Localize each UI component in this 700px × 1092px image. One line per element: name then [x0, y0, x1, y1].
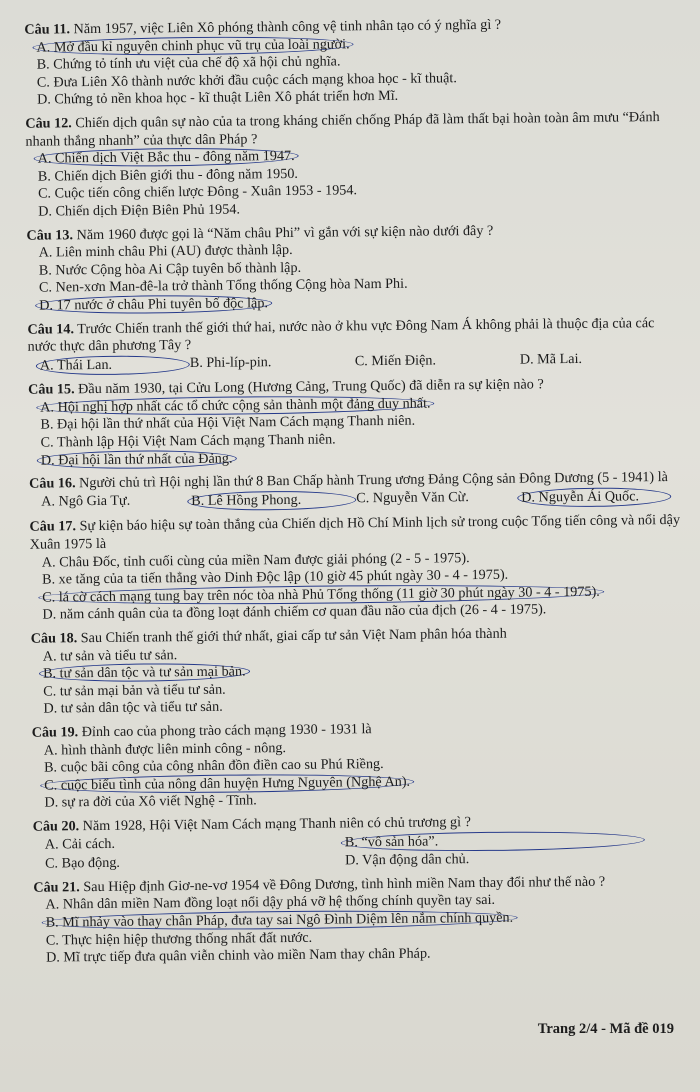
- option-a: [40, 355, 190, 376]
- option-b: B. cuộc bãi công của công nhân đồn điền cao su Phú Riềng.: [43, 756, 384, 776]
- handwritten-circle-mark: C. cuộc biểu tình của nông dân huyện Hưng Nguyên (Nghệ An).: [40, 772, 414, 794]
- question-number: Câu 12.: [25, 115, 72, 132]
- question-17: [29, 512, 684, 624]
- question-number: Câu 14.: [27, 320, 75, 338]
- question-18: [31, 624, 686, 719]
- option-c: C. Thành lập Hội Việt Nam Cách mạng Thanh niên.: [40, 431, 336, 451]
- option-b: [191, 490, 356, 511]
- handwritten-circle-mark: A. Mở đầu kỉ nguyên chinh phục vũ trụ của loài người.: [32, 35, 353, 56]
- handwritten-circle-mark: A. Thái Lan.: [36, 355, 190, 376]
- option-a: A. Cải cách.: [44, 835, 116, 853]
- option-b: B. Phi-líp-pin.: [189, 353, 272, 371]
- question-number: Câu 17.: [29, 518, 77, 536]
- option-c: C. Nen-xơn Man-đê-la trở thành Tổng thống Cộng hòa Nam Phi.: [38, 276, 408, 296]
- option-d: D. Chứng tỏ nền khoa học - kĩ thuật Liên Xô phát triển hơn Mĩ.: [36, 88, 399, 108]
- option-a: A. Liên minh châu Phi (AU) được thành lập.: [38, 242, 293, 261]
- question-number: Câu 18.: [30, 630, 78, 647]
- question-text: Đỉnh cao của phong trào cách mạng 1930 - 1931 là: [81, 721, 372, 741]
- option-b: B. Chứng tỏ tính ưu việt của chế độ xã hội chủ nghĩa.: [36, 53, 341, 73]
- handwritten-circle-mark: A. Hội nghị hợp nhất các tổ chức cộng sản thành một đảng duy nhất.: [36, 394, 434, 416]
- question-text: Năm 1928, Hội Việt Nam Cách mạng Thanh niên có chủ trương gì ?: [82, 814, 471, 835]
- handwritten-circle-mark: C. lá cờ cách mạng tung bay trên nóc tòa nhà Phủ Tổng thống (11 giờ 30 phút ngày 30 - 4 - 1975).: [38, 583, 604, 607]
- question-21: [33, 873, 688, 968]
- option-c: C. Bạo động.: [44, 854, 121, 872]
- handwritten-circle-mark: D. 17 nước ở châu Phi tuyên bố độc lập.: [35, 294, 272, 314]
- question-text: Năm 1960 được gọi là “Năm châu Phi” vì gắn với sự kiện nào dưới đây ?: [76, 222, 494, 243]
- question-11: [24, 15, 679, 110]
- question-20: [33, 812, 688, 874]
- option-b: B. Nước Cộng hòa Ai Cập tuyên bố thành lập.: [38, 259, 302, 279]
- question-number: Câu 16.: [28, 475, 76, 492]
- question-text: Năm 1957, việc Liên Xô phóng thành công vệ tinh nhân tạo có ý nghĩa gì ?: [73, 16, 502, 38]
- option-d: D. Mĩ trực tiếp đưa quân viễn chinh vào miền Nam thay chân Pháp.: [45, 945, 431, 966]
- handwritten-circle-mark: B. Mĩ nhảy vào thay chân Pháp, đưa tay sai Ngô Đình Diệm lên nắm chính quyền.: [42, 909, 518, 932]
- handwritten-circle-mark: B. tư sản dân tộc và tư sản mại bản.: [39, 663, 250, 683]
- option-d: D. năm cánh quân của ta đồng loạt đánh chiếm cơ quan đầu não của địch (26 - 4 - 1975).: [42, 601, 547, 623]
- question-text: Người chủ trì Hội nghị lần thứ 8 Ban Chấp hành Trung ương Đảng Cộng sản Đông Dương (5 - 1941) là: [79, 469, 668, 492]
- question-15: [28, 375, 683, 470]
- option-c: C. Thực hiện hiệp thương thống nhất đất nước.: [45, 929, 313, 949]
- option-c: C. Đưa Liên Xô thành nước khởi đầu cuộc cách mạng khoa học - kĩ thuật.: [36, 70, 457, 91]
- question-number: Câu 21.: [33, 878, 80, 896]
- option-c: C. Cuộc tiến công chiến lược Đông - Xuân 1953 - 1954.: [37, 182, 358, 202]
- question-16: [29, 469, 683, 513]
- option-a: A. Nhân dân miền Nam đồng loạt nổi dậy phá vỡ hệ thống chính quyền tay sai.: [45, 892, 496, 913]
- option-a: A. Châu Đốc, tỉnh cuối cùng của miền Nam được giải phóng (2 - 5 - 1975).: [41, 549, 470, 571]
- option-d: D. sự ra đời của Xô viết Nghệ - Tĩnh.: [44, 792, 257, 811]
- option-b: B. Đại hội lần thứ nhất của Hội Việt Nam Cách mạng Thanh niên.: [40, 413, 416, 434]
- question-text: Sự kiện báo hiệu sự toàn thắng của Chiến dịch Hồ Chí Minh lịch sử trong cuộc Tổng tiến công và nổi dậy Xuân 1975 là: [29, 512, 681, 553]
- options-grid: [33, 829, 687, 873]
- question-number: Câu 20.: [32, 818, 80, 835]
- option-d: D. Mã Lai.: [519, 350, 583, 368]
- option-d: D. tư sản dân tộc và tiểu tư sản.: [43, 699, 223, 717]
- option-d: D. Vận động dân chủ.: [344, 851, 470, 869]
- handwritten-circle-mark: B. “vô sản hóa”.: [341, 830, 645, 853]
- question-text: Sau Hiệp định Giơ-ne-vơ 1954 về Đông Dương, tình hình miền Nam thay đổi như thế nào ?: [83, 873, 606, 895]
- question-text: Đầu năm 1930, tại Cửu Long (Hương Cảng, Trung Quốc) đã diễn ra sự kiện nào ?: [78, 376, 544, 398]
- question-number: Câu 11.: [24, 21, 71, 38]
- option-a: A. tư sản và tiểu tư sản.: [42, 646, 178, 665]
- handwritten-circle-mark: A. Chiến dịch Việt Bắc thu - đông năm 1947.: [34, 147, 299, 168]
- question-14: [27, 314, 682, 376]
- question-number: Câu 13.: [26, 226, 74, 244]
- question-text: Trước Chiến tranh thế giới thứ hai, nước nào ở khu vực Đông Nam Á không phải là thuộc địa của các nước thực dân phương Tây ?: [27, 314, 655, 355]
- question-text: Chiến dịch quân sự nào của ta trong kháng chiến chống Pháp đã làm thất bại hoàn toàn âm mưu “Đánh nhanh thắng nhanh” của thực dân Pháp ?: [25, 109, 660, 150]
- question-19: [32, 718, 687, 813]
- option-c: C. Nguyễn Văn Cừ.: [356, 488, 469, 507]
- option-b: B. Chiến dịch Biên giới thu - đông năm 1950.: [37, 165, 299, 185]
- question-13: [26, 220, 681, 315]
- handwritten-circle-mark: D. Đại hội lần thứ nhất của Đảng.: [37, 449, 237, 469]
- option-a: A. Ngô Gia Tự.: [41, 492, 131, 510]
- handwritten-circle-mark: D. Nguyễn Ái Quốc.: [517, 487, 671, 508]
- option-c: C. tư sản mại bản và tiểu tư sản.: [43, 681, 226, 700]
- question-number: Câu 19.: [31, 724, 79, 741]
- handwritten-circle-mark: B. Lê Hồng Phong.: [187, 490, 356, 511]
- page-footer: Trang 2/4 - Mã đề 019: [537, 1021, 674, 1037]
- question-text: Sau Chiến tranh thế giới thứ nhất, giai cấp tư sản Việt Nam phân hóa thành: [80, 625, 507, 647]
- option-b: B. xe tăng của ta tiến thẳng vào Dinh Độc lập (10 giờ 45 phút ngày 30 - 4 - 1975).: [41, 566, 509, 588]
- option-d: [521, 487, 671, 508]
- option-a: A. hình thành được liên minh công - nông.: [43, 739, 287, 759]
- option-d: D. Chiến dịch Điện Biên Phủ 1954.: [38, 201, 241, 220]
- question-number: Câu 15.: [28, 381, 75, 399]
- question-12: [25, 109, 680, 221]
- option-c: C. Miến Điện.: [354, 352, 437, 369]
